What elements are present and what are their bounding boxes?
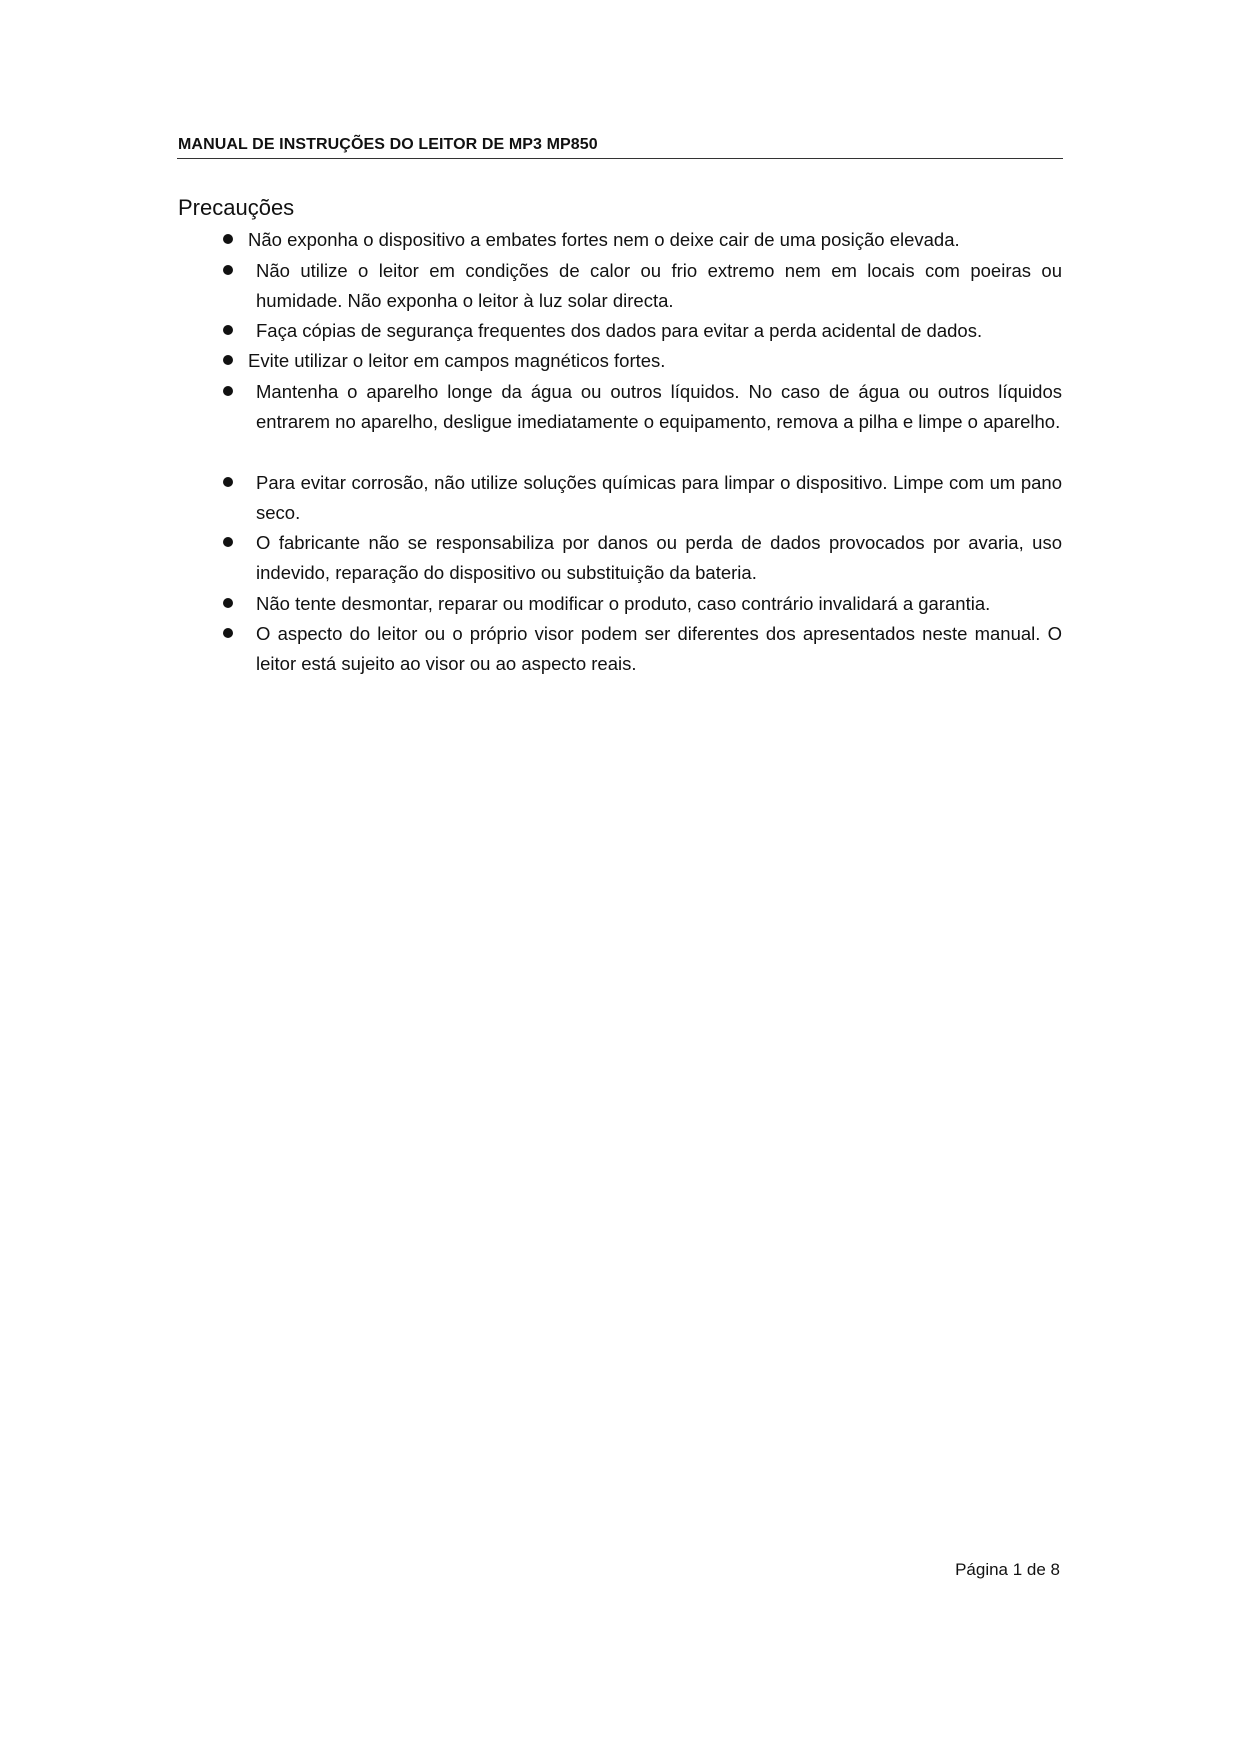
bullet-icon [223,537,233,547]
list-item-text: O fabricante não se responsabiliza por danos ou perda de dados provocados por avaria, uso indevido, reparação do dispositivo ou substituição da bateria. [256,532,1062,583]
list-item-text: Não tente desmontar, reparar ou modificar o produto, caso contrário invalidará a garantia. [256,593,991,614]
bullet-icon [223,234,233,244]
list-item-text: Faça cópias de segurança frequentes dos dados para evitar a perda acidental de dados. [256,320,983,341]
bullet-icon [223,325,233,335]
bullet-icon [223,355,233,365]
bullet-icon [223,477,233,487]
section-title: Precauções [178,195,295,220]
page-header [177,136,1063,159]
list-item-text: Para evitar corrosão, não utilize soluções químicas para limpar o dispositivo. Limpe com um pano seco. [256,472,1062,523]
bullet-icon [223,598,233,608]
list-item-text: O aspecto do leitor ou o próprio visor podem ser diferentes dos apresentados neste manual. O leitor está sujeito ao visor ou ao aspecto reais. [256,623,1062,674]
bullet-icon [223,628,233,638]
bullet-icon [223,265,233,275]
list-item-text: Mantenha o aparelho longe da água ou outros líquidos. No caso de água ou outros líquidos entrarem no aparelho, desligue imediatamente o equipamento, remova a pilha e limpe o aparelho. [256,381,1062,432]
header-title: MANUAL DE INSTRUÇÕES DO LEITOR DE MP3 MP850 [178,136,598,153]
list-item-text: Evite utilizar o leitor em campos magnéticos fortes. [248,350,666,371]
list-item-text: Não exponha o dispositivo a embates fortes nem o deixe cair de uma posição elevada. [248,229,960,250]
page-number: Página 1 de 8 [955,1560,1060,1579]
list-item-text: Não utilize o leitor em condições de calor ou frio extremo nem em locais com poeiras ou humidade. Não exponha o leitor à luz solar directa. [256,260,1062,311]
bullet-icon [223,386,233,396]
